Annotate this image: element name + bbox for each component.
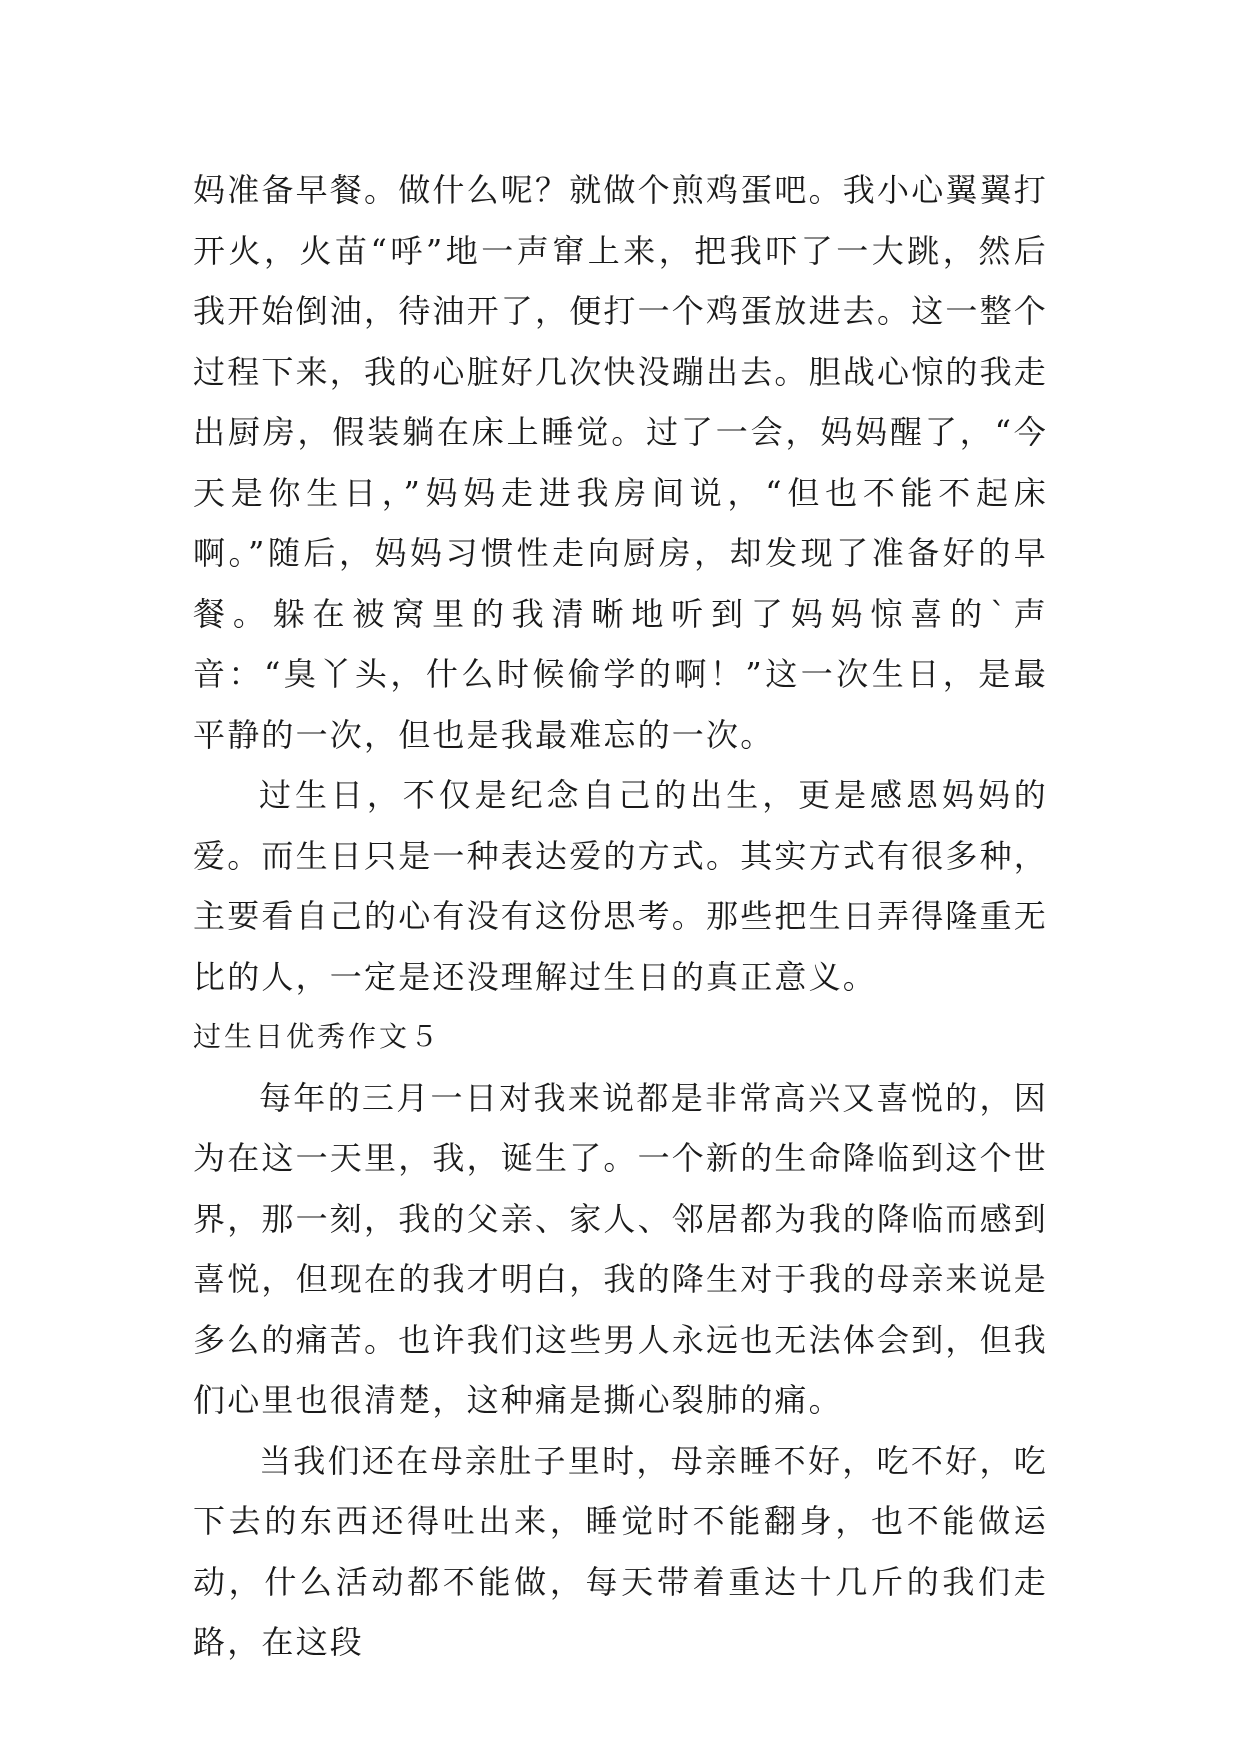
paragraph-continued: 妈准备早餐。做什么呢？就做个煎鸡蛋吧。我小心翼翼打开火，火苗“呼”地一声窜上来，把我吓了一大跳，然后我开始倒油，待油开了，便打一个鸡蛋放进去。这一整个过程下来，我的心脏好几次快没蹦出去。胆战心惊的我走出厨房，假装躺在床上睡觉。过了一会，妈妈醒了，“今天是你生日，”妈妈走进我房间说，“但也不能不起床啊。”随后，妈妈习惯性走向厨房，却发现了准备好的早餐。躲在被窝里的我清晰地听到了妈妈惊喜的`声音：“臭丫头，什么时候偷学的啊！”这一次生日，是最平静的一次，但也是我最难忘的一次。 — [193, 171, 1049, 754]
document-body — [193, 160, 1048, 1673]
paragraph-conclusion: 过生日，不仅是纪念自己的出生，更是感恩妈妈的爱。而生日只是一种表达爱的方式。其实方式有很多种，主要看自己的心有没有这份思考。那些把生日弄得隆重无比的人，一定是还没理解过生日的真正意义。 — [193, 776, 1049, 996]
section-title: 过生日优秀作文５ — [193, 1020, 442, 1053]
paragraph-mother: 当我们还在母亲肚子里时，母亲睡不好，吃不好，吃下去的东西还得吐出来，睡觉时不能翻身，也不能做运动，什么活动都不能做，每天带着重达十几斤的我们走路，在这段 — [193, 1441, 1048, 1661]
paragraph-birthday-intro: 每年的三月一日对我来说都是非常高兴又喜悦的，因为在这一天里，我，诞生了。一个新的生命降临到这个世界，那一刻，我的父亲、家人、邻居都为我的降临而感到喜悦，但现在的我才明白，我的降生对于我的母亲来说是多么的痛苦。也许我们这些男人永远也无法体会到，但我们心里也很清楚，这种痛是撕心裂肺的痛。 — [193, 1078, 1049, 1419]
